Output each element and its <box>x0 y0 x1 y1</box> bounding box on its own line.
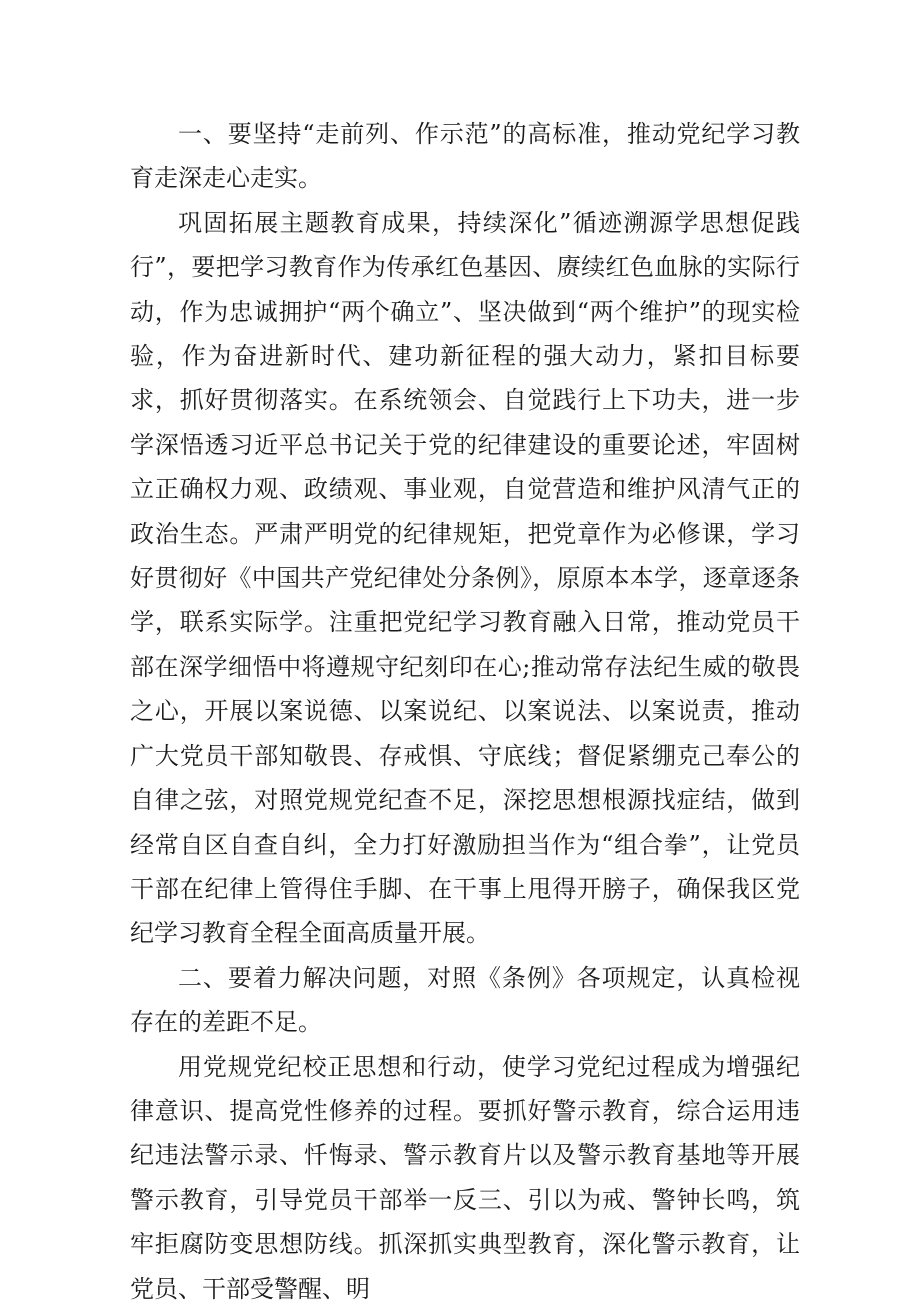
section-heading-2: 二、要着力解决问题，对照《条例》各项规定，认真检视存在的差距不足。 <box>130 963 800 1037</box>
body-paragraph-2: 用党规党纪校正思想和行动，使学习党纪过程成为增强纪律意识、提高党性修养的过程。要抓好警示教育，综合运用违纪违法警示录、忏悔录、警示教育片以及警示教育基地等开展警示教育，引导党员干部举一反三、引以为戒、警钟长鸣，筑牢拒腐防变思想防线。抓深抓实典型教育，深化警示教育，让党员、干部受警醒、明 <box>130 1052 800 1303</box>
body-paragraph-1: 巩固拓展主题教育成果，持续深化”循迹溯源学思想促践行”，要把学习教育作为传承红色基因、赓续红色血脉的实际行动，作为忠诚拥护“两个确立”、坚决做到“两个维护”的现实检验，作为奋进新时代、建功新征程的强大动力，紧扣目标要求，抓好贯彻落实。在系统领会、自觉践行上下功夫，进一步学深悟透习近平总书记关于党的纪律建设的重要论述，牢固树立正确权力观、政绩观、事业观，自觉营造和维护风清气正的政治生态。严肃严明党的纪律规矩，把党章作为必修课，学习好贯彻好《中国共产党纪律处分条例》，原原本本学，逐章逐条学，联系实际学。注重把党纪学习教育融入日常，推动党员干部在深学细悟中将遵规守纪刻印在心;推动常存法纪生威的敬畏之心，开展以案说德、以案说纪、以案说法、以案说责，推动广大党员干部知敬畏、存戒惧、守底线；督促紧绷克己奉公的自律之弦，对照党规党纪查不足，深挖思想根源找症结，做到经常自区自查自纠，全力打好激励担当作为“组合拳”，让党员干部在纪律上管得住手脚、在干事上甩得开膀子，确保我区党纪学习教育全程全面高质量开展。 <box>130 208 800 948</box>
section-heading-1: 一、要坚持“走前列、作示范”的高标准，推动党纪学习教育走深走心走实。 <box>130 120 800 193</box>
